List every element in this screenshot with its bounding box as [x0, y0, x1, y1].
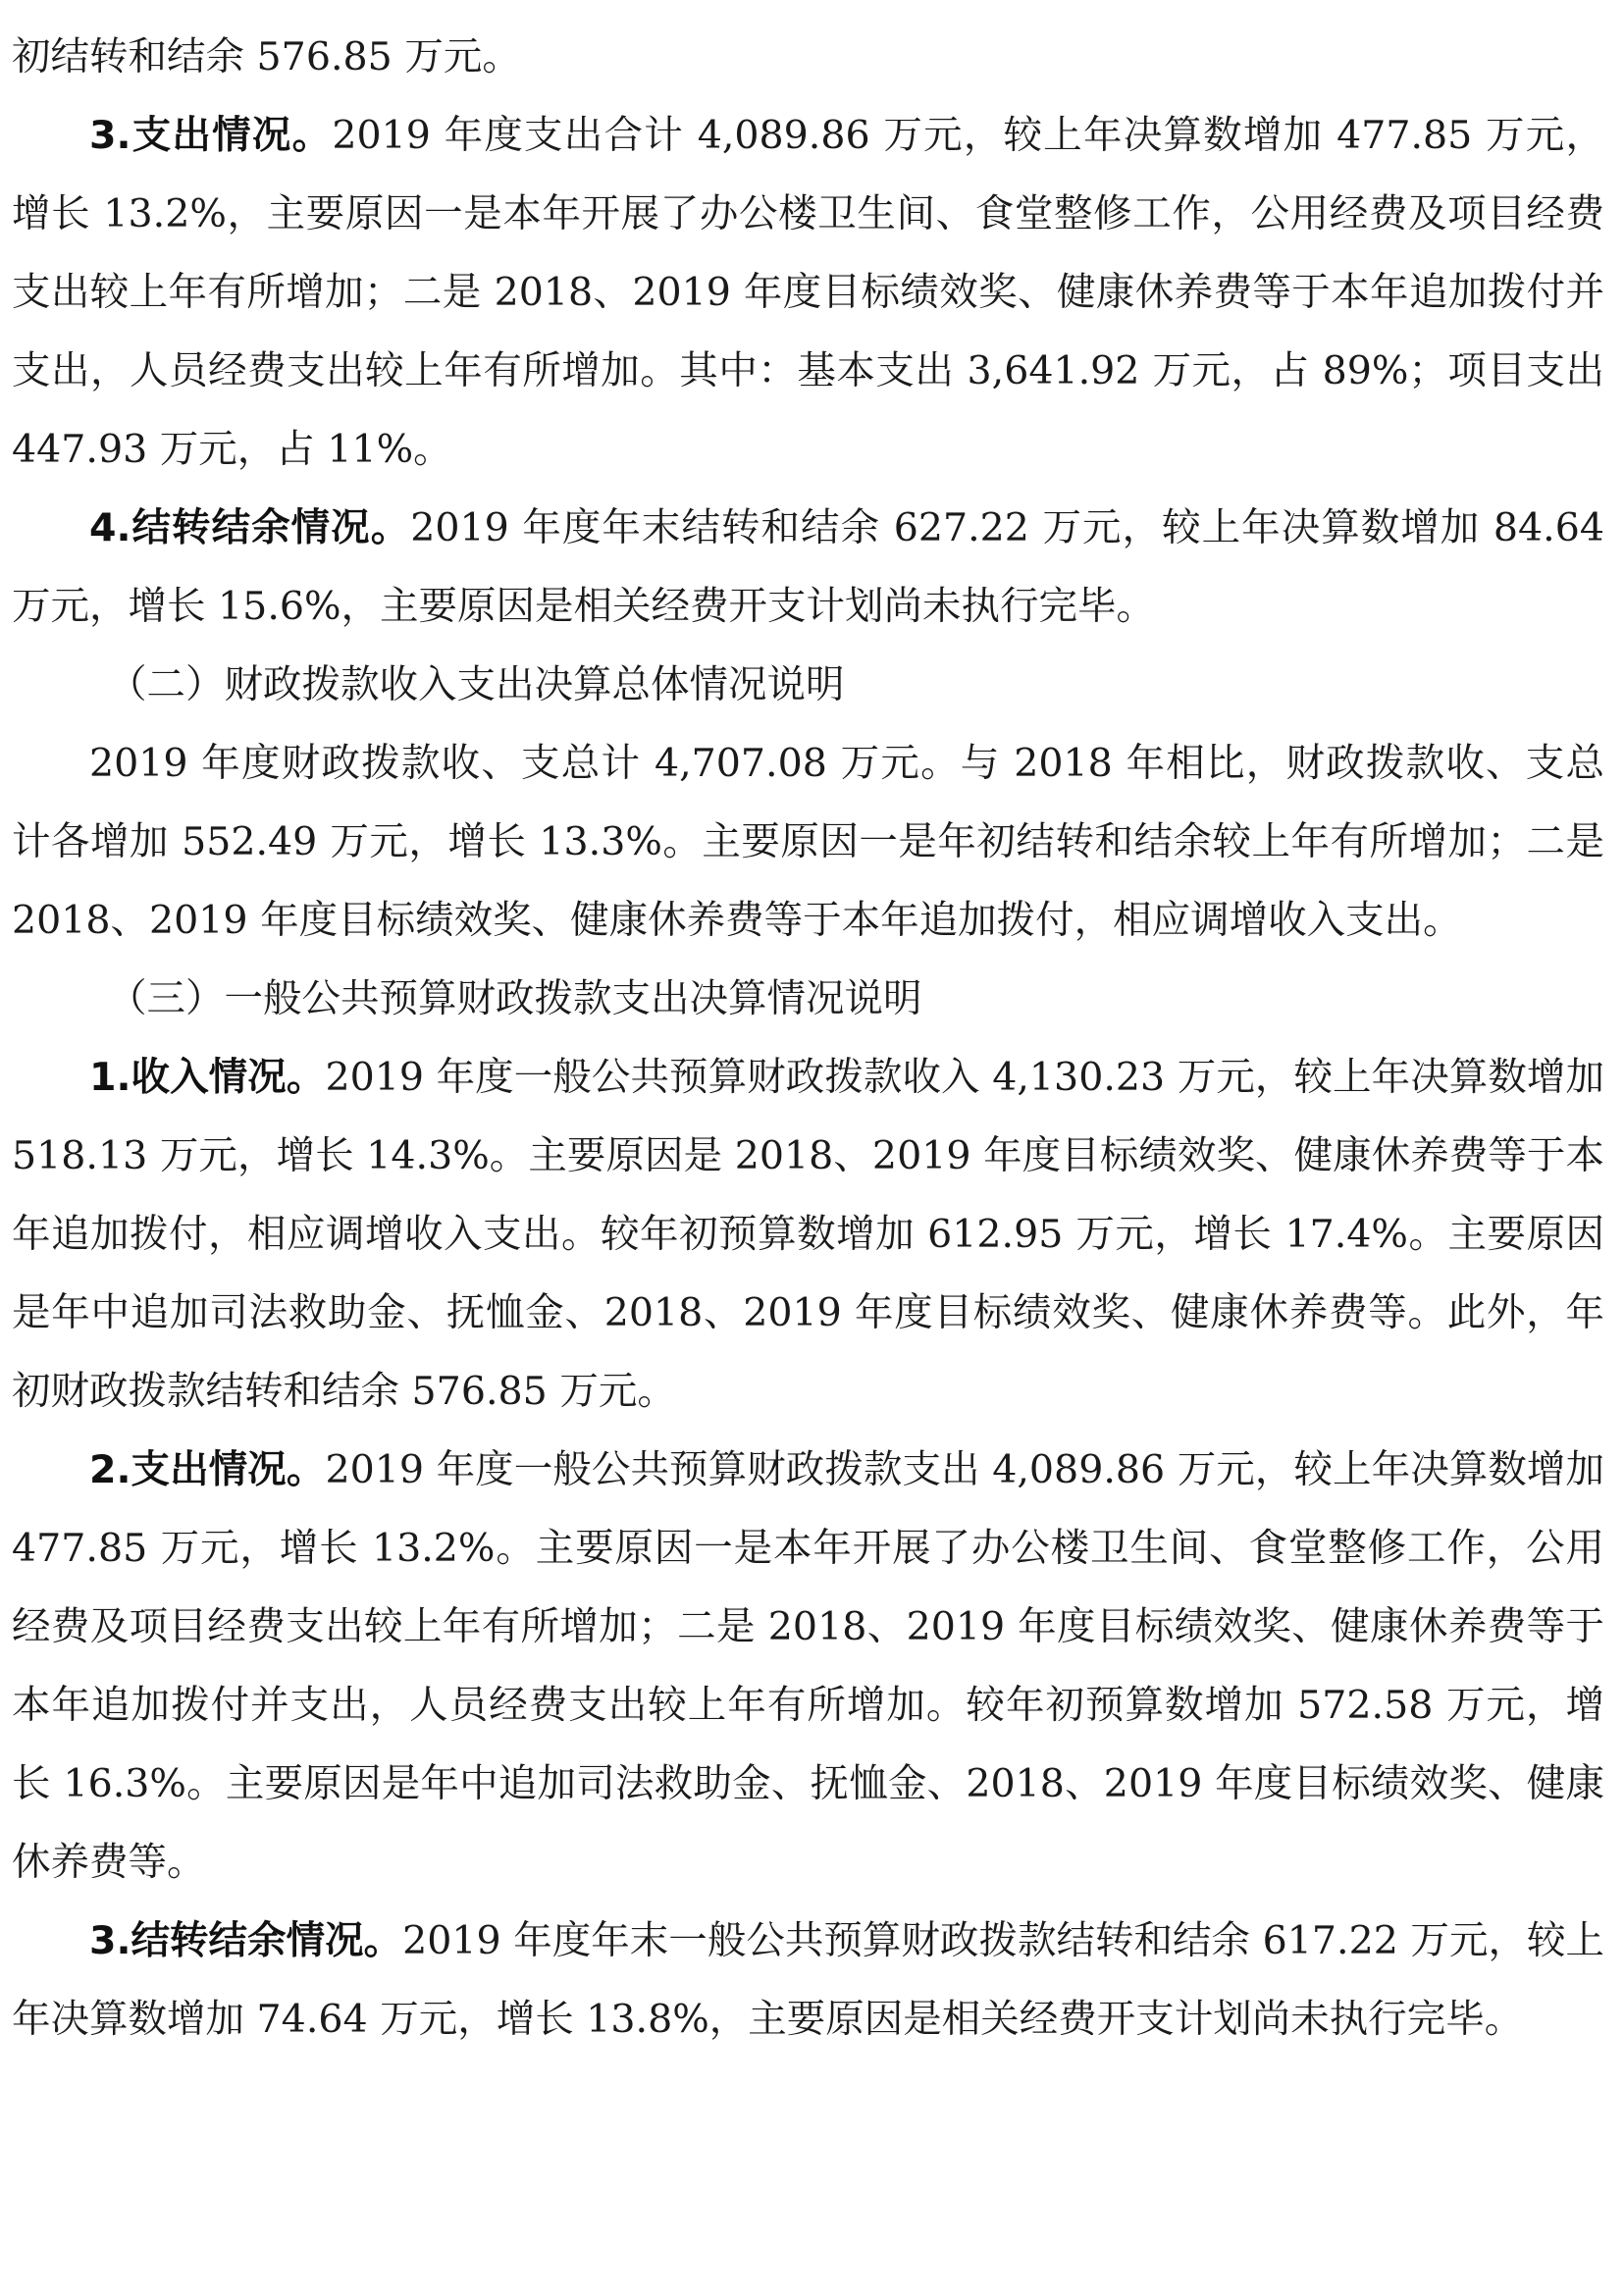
- paragraph-budget-expenditure: [12, 1431, 1604, 1902]
- paragraph-expenditure-overall: [12, 96, 1604, 489]
- paragraph-text: 2019 年度一般公共预算财政拨款收入 4,130.23 万元，较上年决算数增加 518.13 万元，增长 14.3%。主要原因是 2018、2019 年度目标绩效奖、健康休养费等于本年追加拨付，相应调增收入支出。较年初预算数增加 612.95 万元，增长 17.4%。主要原因是年中追加司法救助金、抚恤金、2018、2019 年度目标绩效奖、健康休养费等。此外，年初财政拨款结转和结余 576.85 万元。: [12, 1055, 1604, 1414]
- paragraph-text: 2019 年度一般公共预算财政拨款支出 4,089.86 万元，较上年决算数增加 477.85 万元，增长 13.2%。主要原因一是本年开展了办公楼卫生间、食堂整修工作，公用经费及项目经费支出较上年有所增加；二是 2018、2019 年度目标绩效奖、健康休养费等于本年追加拨付并支出，人员经费支出较上年有所增加。较年初预算数增加 572.58 万元，增长 16.3%。主要原因是年中追加司法救助金、抚恤金、2018、2019 年度目标绩效奖、健康休养费等。: [12, 1447, 1604, 1885]
- section-heading-text: （三）一般公共预算财政拨款支出决算情况说明: [108, 976, 922, 1021]
- paragraph-lead: 3.支出情况。: [89, 113, 333, 158]
- paragraph-text: 2019 年度年末一般公共预算财政拨款结转和结余 617.22 万元，较上年决算数增加 74.64 万元，增长 13.8%，主要原因是相关经费开支计划尚未执行完毕。: [12, 1918, 1604, 2042]
- section-heading-fiscal-appropriation-overview: [12, 646, 1604, 724]
- paragraph-text: 初结转和结余 576.85 万元。: [12, 34, 521, 79]
- paragraph-carryover: [12, 18, 1604, 96]
- section-heading-general-public-budget: [12, 960, 1604, 1038]
- paragraph-lead: 4.结转结余情况。: [89, 505, 411, 550]
- paragraph-budget-income: [12, 1038, 1604, 1431]
- paragraph-budget-carryforward: [12, 1902, 1604, 2059]
- paragraph-lead: 2.支出情况。: [89, 1447, 326, 1492]
- paragraph-text: 2019 年度财政拨款收、支总计 4,707.08 万元。与 2018 年相比，财政拨款收、支总计各增加 552.49 万元，增长 13.3%。主要原因一是年初结转和结余较上年有所增加；二是 2018、2019 年度目标绩效奖、健康休养费等于本年追加拨付，相应调增收入支出。: [12, 741, 1604, 943]
- paragraph-text: 2019 年度年末结转和结余 627.22 万元，较上年决算数增加 84.64 万元，增长 15.6%，主要原因是相关经费开支计划尚未执行完毕。: [12, 505, 1604, 629]
- paragraph-carryforward-overall: [12, 489, 1604, 646]
- paragraph-lead: 1.收入情况。: [89, 1055, 326, 1100]
- section-heading-text: （二）财政拨款收入支出决算总体情况说明: [108, 662, 845, 707]
- paragraph-lead: 3.结转结余情况。: [89, 1918, 403, 1963]
- paragraph-fiscal-appropriation-total: [12, 724, 1604, 960]
- paragraph-text: 2019 年度支出合计 4,089.86 万元，较上年决算数增加 477.85 万元，增长 13.2%，主要原因一是本年开展了办公楼卫生间、食堂整修工作，公用经费及项目经费支出较上年有所增加；二是 2018、2019 年度目标绩效奖、健康休养费等于本年追加拨付并支出，人员经费支出较上年有所增加。其中：基本支出 3,641.92 万元，占 89%；项目支出 447.93 万元，占 11%。: [12, 113, 1604, 472]
